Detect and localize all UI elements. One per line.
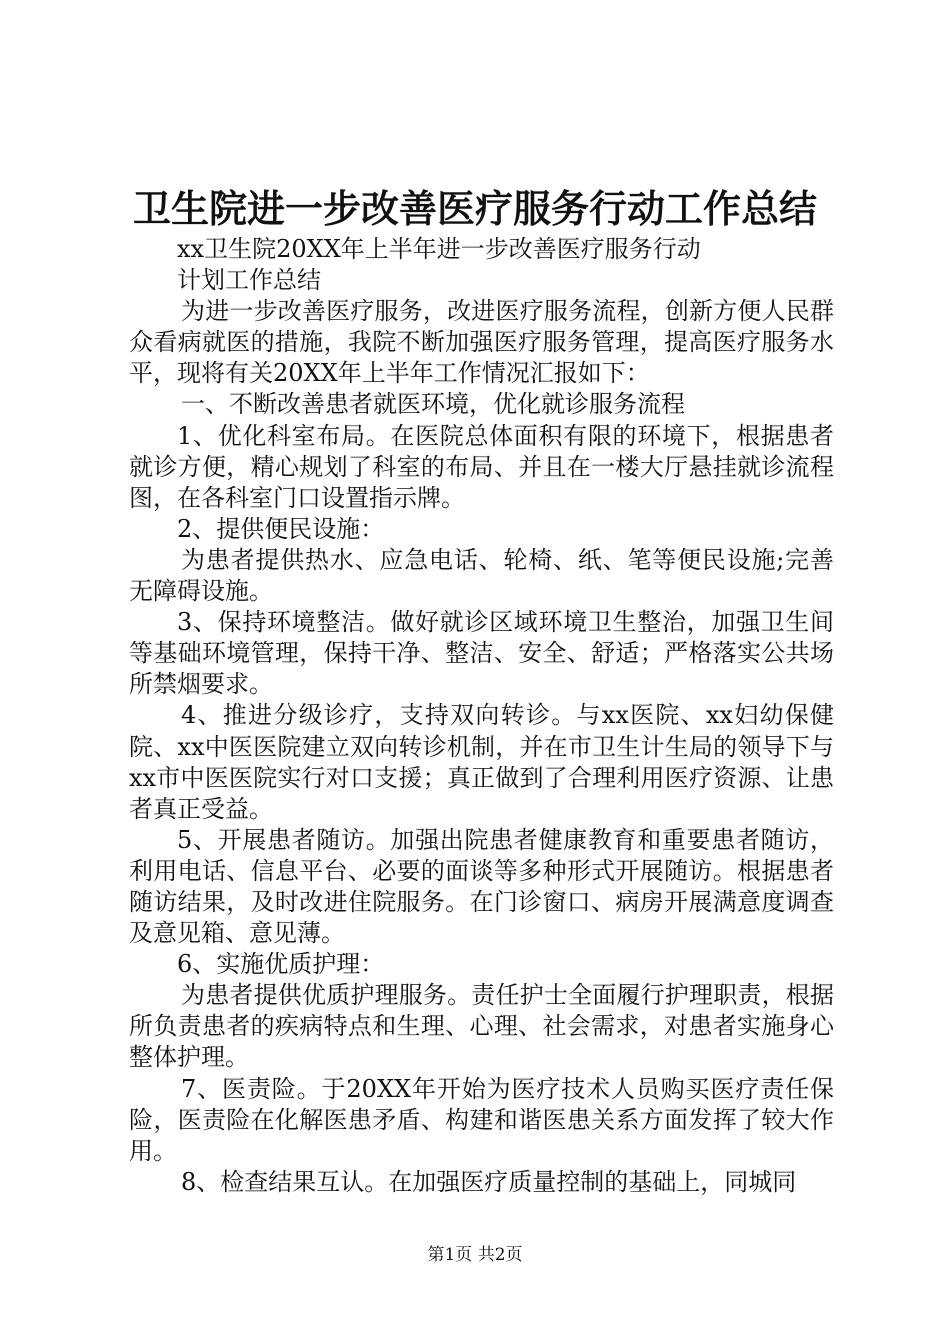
paragraph-item-5: 5、开展患者随访。加强出院患者健康教育和重要患者随访，利用电话、信息平台、必要的面谈等多种形式开展随访。根据患者随访结果，及时改进住院服务。在门诊窗口、病房开展满意度调查及意见箱、意见薄。: [129, 825, 834, 948]
subtitle-line-1: xx卫生院20XX年上半年进一步改善医疗服务行动: [177, 235, 701, 263]
paragraph-item-2-detail: 为患者提供热水、应急电话、轮椅、纸、笔等便民设施;完善无障碍设施。: [129, 545, 834, 606]
paragraph-item-2: 2、提供便民设施：: [177, 514, 385, 543]
paragraph-item-7: 7、医责险。于20XX年开始为医疗技术人员购买医疗责任保险，医责险在化解医患矛盾、构建和谐医患关系方面发挥了较大作用。: [129, 1074, 834, 1165]
paragraph-item-6: 6、实施优质护理：: [177, 950, 385, 979]
paragraph-item-8: 8、检查结果互认。在加强医疗质量控制的基础上，同城同: [181, 1167, 797, 1196]
page-title: 卫生院进一步改善医疗服务行动工作总结: [132, 186, 817, 231]
document-body: [129, 234, 834, 1198]
paragraph-item-1: 1、优化科室布局。在医院总体面积有限的环境下，根据患者就诊方便，精心规划了科室的布局、并且在一楼大厅悬挂就诊流程图，在各科室门口设置指示牌。: [129, 421, 834, 512]
paragraph-item-6-detail: 为患者提供优质护理服务。责任护士全面履行护理职责，根据所负责患者的疾病特点和生理、心理、社会需求，对患者实施身心整体护理。: [129, 981, 834, 1072]
section-heading-1: 一、不断改善患者就医环境，优化就诊服务流程: [181, 390, 685, 419]
paragraph-item-3: 3、保持环境整洁。做好就诊区域环境卫生整治，加强卫生间等基础环境管理，保持干净、整洁、安全、舒适；严格落实公共场所禁烟要求。: [129, 608, 834, 699]
page-indicator: 第1页 共2页: [427, 1245, 523, 1265]
subtitle-line-2: 计划工作总结: [177, 266, 321, 295]
paragraph-item-4: 4、推进分级诊疗，支持双向转诊。与xx医院、xx妇幼保健院、xx中医医院建立双向转诊机制，并在市卫生计生局的领导下与xx市中医医院实行对口支援；真正做到了合理利用医疗资源、让患者真正受益。: [129, 701, 834, 823]
paragraph-intro: 为进一步改善医疗服务，改进医疗服务流程，创新方便人民群众看病就医的措施，我院不断加强医疗服务管理，提高医疗服务水平，现将有关20XX年上半年工作情况汇报如下：: [129, 297, 834, 388]
